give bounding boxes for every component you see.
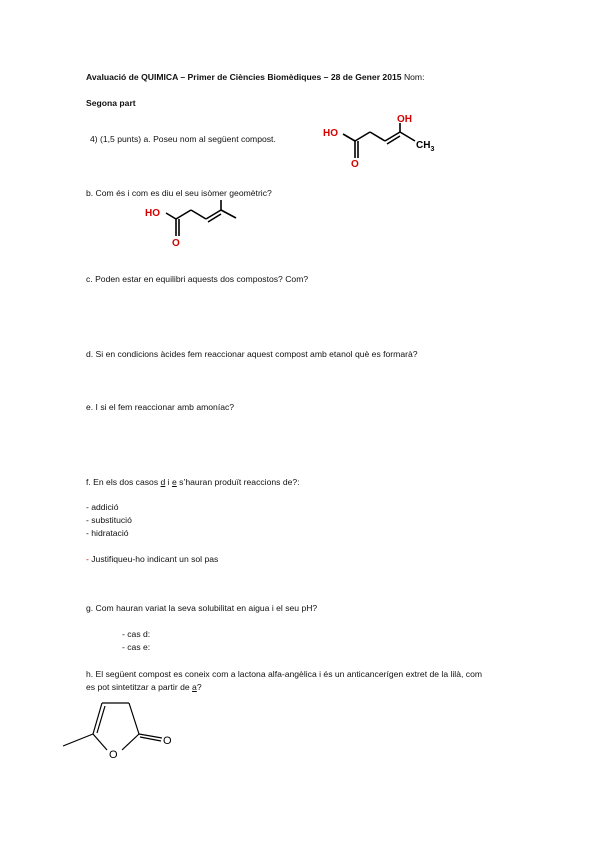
question-4c: c. Poden estar en equilibri aquests dos compostos? Com? [86,274,309,284]
question-4e: e. I si el fem reaccionar amb amoníac? [86,402,235,412]
ch3-label: $CH_3$ [416,140,435,153]
question-4d: d. Si en condicions àcides fem reaccionar aquest compost amb etanol què es formarà? [86,349,418,359]
option-hidratacio: - hidratació [86,528,129,538]
question-4a [90,134,276,145]
question-4f-case-d: d [160,477,166,487]
isomer-structure [140,196,250,248]
case-d-line: - cas d: [122,629,151,639]
page-title [86,72,424,83]
question-4f [86,477,300,488]
oh-top-label: OH [397,115,412,125]
option-substitucio: - substitució [86,515,132,525]
justify-dash: - [86,554,89,564]
carbonyl-o-label: O [351,159,359,170]
carbonyl-o-lactone-label: O [163,735,172,747]
question-4a-prefix: 4) (1,5 punts) a. [90,134,151,144]
question-4g: g. Com hauran variat la seva solubilitat en aigua i el seu pH? [86,603,318,613]
question-4b: b. Com és i com es diu el seu isòmer geomètric? [86,188,272,198]
justify-text: Justifiqueu-ho indicant un sol pas [88,554,219,564]
question-4f-post: s’hauran produït reaccions de?: [176,477,300,487]
isomer-carbonyl-o-label: O [172,238,180,248]
question-4h-line1: h. El següent compost es coneix com a lactona alfa-angèlica i és un anticancerígen extret de la lilà, com [86,669,483,679]
justify-line [86,554,218,565]
question-4f-mid: i [165,477,172,487]
lactone-structure [55,692,185,762]
question-4f-pre: f. En els dos casos [86,477,161,487]
question-4h-line2-pre: es pot sintetitzar a partir de [86,682,193,692]
name-label: Nom: [403,72,425,82]
ring-o-label: O [109,749,118,761]
compound-a-structure [318,115,448,173]
question-4f-case-e: e [171,477,177,487]
question-4a-text: Poseu nom al següent compost. [153,134,276,144]
ho-left-label: HO [323,128,338,139]
question-4h-line2-post: ? [196,682,202,692]
exam-title: Avaluació de QUIMICA – Primer de Ciències Biomèdiques – 28 de Gener 2015 [86,72,402,82]
section-heading: Segona part [86,98,136,108]
option-addicio: - addició [86,502,119,512]
question-4h-compound-a: a [192,682,197,692]
isomer-ho-label: HO [145,208,160,219]
case-e-line: - cas e: [122,642,151,652]
